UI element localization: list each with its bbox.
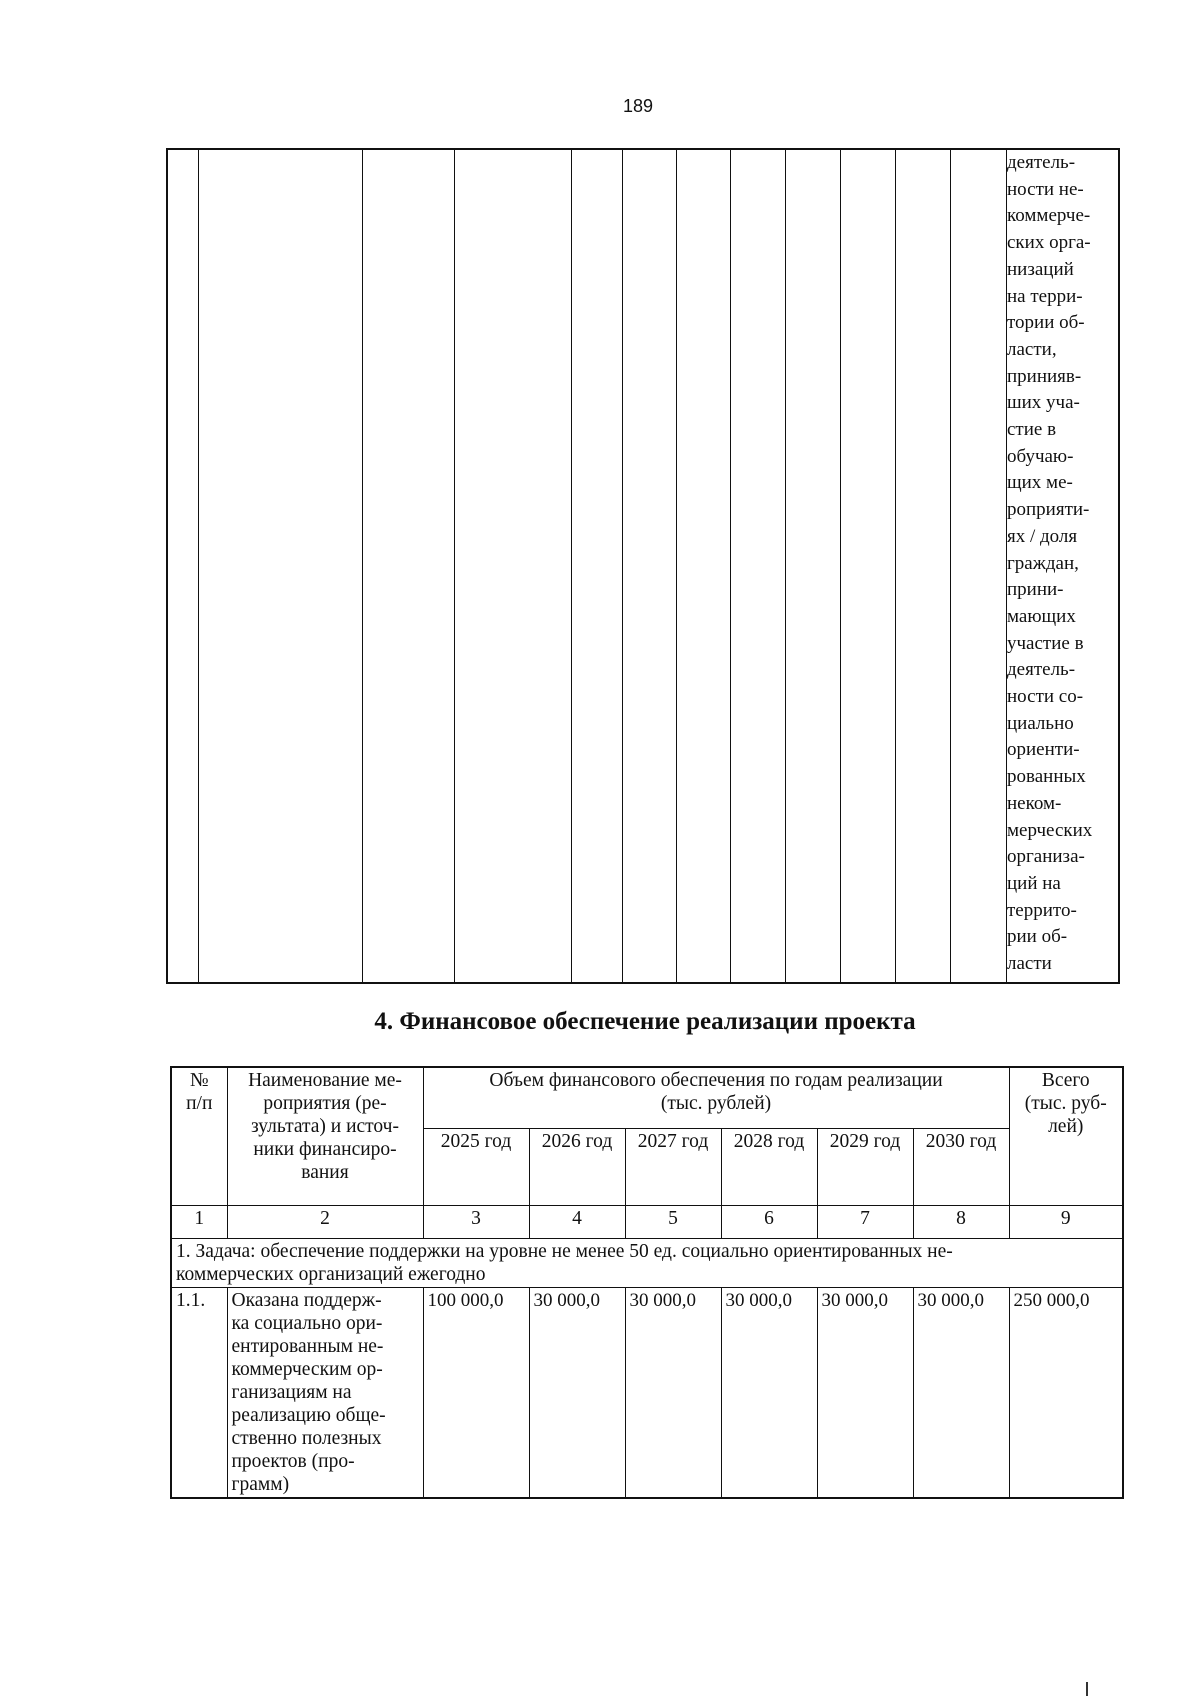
row-number: 1.1. xyxy=(171,1288,227,1499)
continuation-text-line: деятель- xyxy=(1007,152,1076,173)
row-name: Оказана поддерж- ка социально ори- ентированным не- коммерческим ор- ганизациям на реализацию обще- ственно полезных проектов (про- грамм) xyxy=(227,1288,423,1499)
continuation-table xyxy=(166,148,1120,984)
continuation-text-line: ских орга- xyxy=(1007,232,1091,254)
header-year: 2029 год xyxy=(817,1129,913,1206)
continuation-text-line: коммерче- xyxy=(1007,205,1091,227)
continuation-text-line: ях / доля xyxy=(1007,525,1078,547)
continuation-text-line: террито- xyxy=(1007,899,1077,921)
total-cell: 250 000,0 xyxy=(1009,1288,1123,1499)
column-divider xyxy=(676,150,677,982)
amount-cell: 30 000,0 xyxy=(817,1288,913,1499)
continuation-text-line: ности не- xyxy=(1007,178,1084,200)
margin-mark xyxy=(1086,1682,1088,1696)
section-title: 4. Финансовое обеспечение реализации проекта xyxy=(374,1008,916,1035)
continuation-cell-text xyxy=(1006,150,1119,978)
continuation-text-line: рии об- xyxy=(1007,926,1068,948)
continuation-text-line: мающих xyxy=(1007,605,1076,627)
continuation-text-line: граждан, xyxy=(1007,552,1079,574)
column-number: 5 xyxy=(625,1206,721,1239)
continuation-text-line: стие в xyxy=(1007,419,1057,441)
column-divider xyxy=(198,150,199,982)
continuation-text-line: организа- xyxy=(1007,846,1085,868)
header-year: 2030 год xyxy=(913,1129,1009,1206)
header-volume: Объем финансового обеспечения по годам реализации (тыс. рублей) xyxy=(423,1067,1009,1129)
continuation-text-line: ласти xyxy=(1007,953,1052,975)
page-number: 189 xyxy=(622,96,654,116)
continuation-text-line: ности со- xyxy=(1007,686,1084,708)
header-num: № п/п xyxy=(171,1067,227,1206)
column-divider xyxy=(730,150,731,982)
amount-cell: 100 000,0 xyxy=(423,1288,529,1499)
continuation-text-line: рованных xyxy=(1007,766,1086,788)
column-number: 6 xyxy=(721,1206,817,1239)
column-number: 2 xyxy=(227,1206,423,1239)
continuation-text-line: участие в xyxy=(1007,632,1084,654)
column-number: 4 xyxy=(529,1206,625,1239)
continuation-text-line: тории об- xyxy=(1007,312,1085,334)
continuation-text-line: деятель- xyxy=(1007,659,1076,681)
continuation-text-line: низаций xyxy=(1007,258,1074,280)
continuation-text-line: ориенти- xyxy=(1007,739,1080,761)
column-divider xyxy=(454,150,455,982)
column-divider xyxy=(571,150,572,982)
header-total: Всего (тыс. руб- лей) xyxy=(1009,1067,1123,1206)
column-number: 3 xyxy=(423,1206,529,1239)
column-divider xyxy=(840,150,841,982)
continuation-text-line: прини- xyxy=(1007,579,1064,601)
continuation-text-line: ласти, xyxy=(1007,338,1057,360)
continuation-text-line: ших уча- xyxy=(1007,392,1080,414)
amount-cell: 30 000,0 xyxy=(625,1288,721,1499)
column-number: 9 xyxy=(1009,1206,1123,1239)
continuation-text-line: ций на xyxy=(1007,872,1061,894)
task-row: 1. Задача: обеспечение поддержки на уровне не менее 50 ед. социально ориентированных не- коммерческих организаций ежегодно xyxy=(171,1239,1123,1288)
header-year: 2025 год xyxy=(423,1129,529,1206)
amount-cell: 30 000,0 xyxy=(721,1288,817,1499)
column-divider xyxy=(362,150,363,982)
column-divider xyxy=(895,150,896,982)
header-year: 2027 год xyxy=(625,1129,721,1206)
continuation-text-line: обучаю- xyxy=(1007,445,1074,467)
continuation-text-line: циально xyxy=(1007,712,1074,734)
amount-cell: 30 000,0 xyxy=(529,1288,625,1499)
column-divider xyxy=(950,150,951,982)
continuation-text-line: мерческих xyxy=(1007,819,1093,841)
column-number: 8 xyxy=(913,1206,1009,1239)
column-divider xyxy=(785,150,786,982)
column-divider xyxy=(622,150,623,982)
continuation-text-line: неком- xyxy=(1007,792,1062,814)
continuation-text-line: щих ме- xyxy=(1007,472,1073,494)
continuation-text-line: принияв- xyxy=(1007,365,1082,387)
column-number: 7 xyxy=(817,1206,913,1239)
continuation-text-line: роприяти- xyxy=(1007,499,1090,521)
header-name: Наименование ме- роприятия (ре- зультата) и источ- ники финансиро- вания xyxy=(227,1067,423,1206)
amount-cell: 30 000,0 xyxy=(913,1288,1009,1499)
column-number: 1 xyxy=(171,1206,227,1239)
financing-table xyxy=(170,1066,1124,1499)
header-year: 2026 год xyxy=(529,1129,625,1206)
header-year: 2028 год xyxy=(721,1129,817,1206)
continuation-text-line: на терри- xyxy=(1007,285,1083,307)
